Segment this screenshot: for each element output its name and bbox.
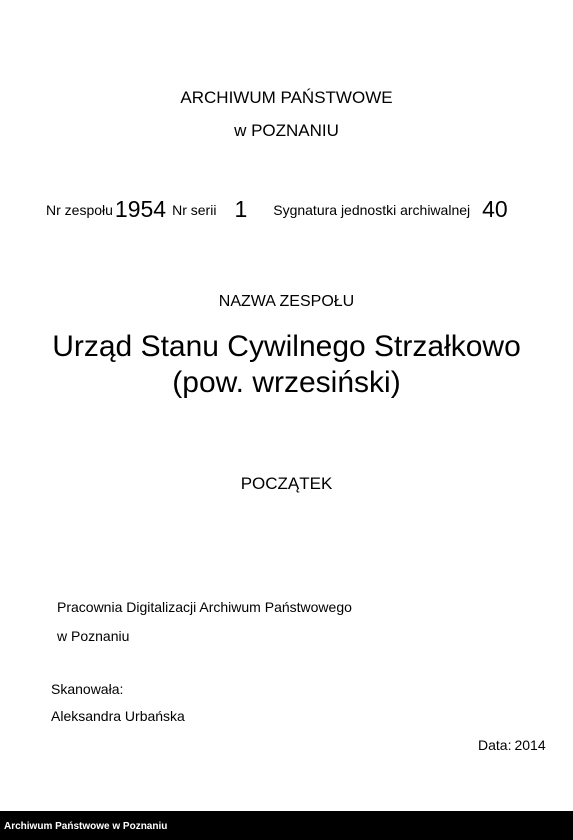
- signature-number: 40: [482, 196, 508, 222]
- fond-title-line1: Urząd Stanu Cywilnego Strzałkowo: [52, 330, 521, 363]
- footer-text: Archiwum Państwowe w Poznaniu: [4, 821, 168, 832]
- date-row: [478, 737, 546, 753]
- series-number-label: Nr serii: [172, 202, 217, 218]
- archive-name: ARCHIWUM PAŃSTWOWE: [180, 88, 393, 107]
- archive-city: w POZNANIU: [234, 121, 339, 140]
- scanned-by-name: Aleksandra Urbańska: [51, 708, 185, 724]
- fond-name-label: NAZWA ZESPOŁU: [218, 293, 355, 310]
- fond-number: 1954: [114, 196, 167, 222]
- identifiers-row: [46, 196, 508, 223]
- date-value: 2014: [514, 737, 546, 753]
- signature-label: Sygnatura jednostki archiwalnej: [273, 202, 471, 218]
- fond-number-label: Nr zespołu: [46, 202, 113, 218]
- footer-bar: [0, 811, 573, 840]
- series-number: 1: [234, 196, 248, 222]
- section-label: POCZĄTEK: [240, 474, 333, 493]
- fond-title-line2: (pow. wrzesiński): [172, 366, 401, 399]
- date-label: Data:: [478, 737, 512, 753]
- digitization-lab-line1: Pracownia Digitalizacji Archiwum Państwowego: [57, 599, 352, 615]
- digitization-lab-line2: w Poznaniu: [57, 628, 130, 644]
- scanned-by-label: Skanowała:: [51, 681, 124, 697]
